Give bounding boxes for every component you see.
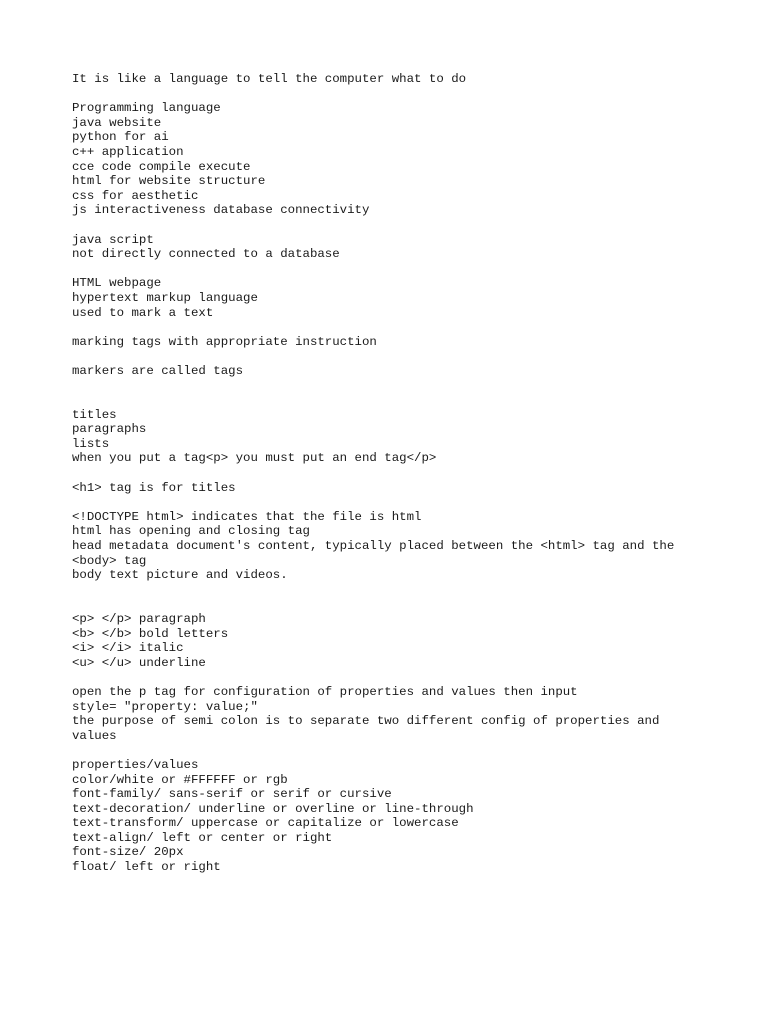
text-line: not directly connected to a database bbox=[72, 247, 340, 262]
text-line: <body> tag bbox=[72, 553, 147, 568]
text-line: <!DOCTYPE html> indicates that the file is html bbox=[72, 509, 422, 524]
text-line: marking tags with appropriate instruction bbox=[72, 334, 377, 349]
blank-line bbox=[72, 320, 712, 335]
text-line: python for ai bbox=[72, 130, 169, 145]
text-line: properties/values bbox=[72, 757, 199, 772]
blank-line bbox=[72, 670, 712, 685]
text-line: body text picture and videos. bbox=[72, 568, 288, 583]
text-line: text-align/ left or center or right bbox=[72, 830, 333, 845]
blank-line bbox=[72, 218, 712, 233]
blank-line bbox=[72, 597, 712, 612]
blank-line bbox=[72, 466, 712, 481]
text-line: Programming language bbox=[72, 101, 221, 116]
text-line: <p> </p> paragraph bbox=[72, 611, 206, 626]
text-line: <b> </b> bold letters bbox=[72, 626, 229, 641]
text-line: style= "property: value;" bbox=[72, 699, 258, 714]
text-line: values bbox=[72, 728, 117, 743]
text-line: color/white or #FFFFFF or rgb bbox=[72, 772, 288, 787]
text-line: java website bbox=[72, 115, 162, 130]
text-line: java script bbox=[72, 232, 154, 247]
text-line: html has opening and closing tag bbox=[72, 524, 310, 539]
text-line: HTML webpage bbox=[72, 276, 162, 291]
text-line: <u> </u> underline bbox=[72, 655, 206, 670]
blank-line bbox=[72, 262, 712, 277]
text-line: html for website structure bbox=[72, 174, 266, 189]
text-line: float/ left or right bbox=[72, 860, 221, 875]
text-line: titles bbox=[72, 407, 117, 422]
text-line: text-transform/ uppercase or capitalize or lowercase bbox=[72, 816, 459, 831]
blank-line bbox=[72, 495, 712, 510]
text-line: paragraphs bbox=[72, 422, 147, 437]
text-line: <i> </i> italic bbox=[72, 641, 184, 656]
blank-line bbox=[72, 349, 712, 364]
blank-line bbox=[72, 87, 712, 102]
text-line: css for aesthetic bbox=[72, 188, 199, 203]
text-line: open the p tag for configuration of properties and values then input bbox=[72, 684, 578, 699]
text-line: the purpose of semi colon is to separate two different config of properties and bbox=[72, 714, 660, 729]
blank-line bbox=[72, 393, 712, 408]
text-line: hypertext markup language bbox=[72, 290, 258, 305]
document-page bbox=[72, 72, 712, 875]
text-line: cce code compile execute bbox=[72, 159, 251, 174]
text-line: js interactiveness database connectivity bbox=[72, 203, 370, 218]
text-line: <h1> tag is for titles bbox=[72, 480, 236, 495]
text-line: font-family/ sans-serif or serif or cursive bbox=[72, 787, 392, 802]
text-line: lists bbox=[72, 436, 110, 451]
text-line: used to mark a text bbox=[72, 305, 214, 320]
text-line: text-decoration/ underline or overline or line-through bbox=[72, 801, 474, 816]
blank-line bbox=[72, 583, 712, 598]
text-line: head metadata document's content, typically placed between the <html> tag and the bbox=[72, 539, 675, 553]
blank-line bbox=[72, 378, 712, 393]
text-line: markers are called tags bbox=[72, 363, 244, 378]
blank-line bbox=[72, 743, 712, 758]
text-line: font-size/ 20px bbox=[72, 845, 184, 860]
text-line: c++ application bbox=[72, 144, 184, 159]
text-line: It is like a language to tell the computer what to do bbox=[72, 72, 467, 86]
text-line: when you put a tag<p> you must put an end tag</p> bbox=[72, 451, 437, 466]
